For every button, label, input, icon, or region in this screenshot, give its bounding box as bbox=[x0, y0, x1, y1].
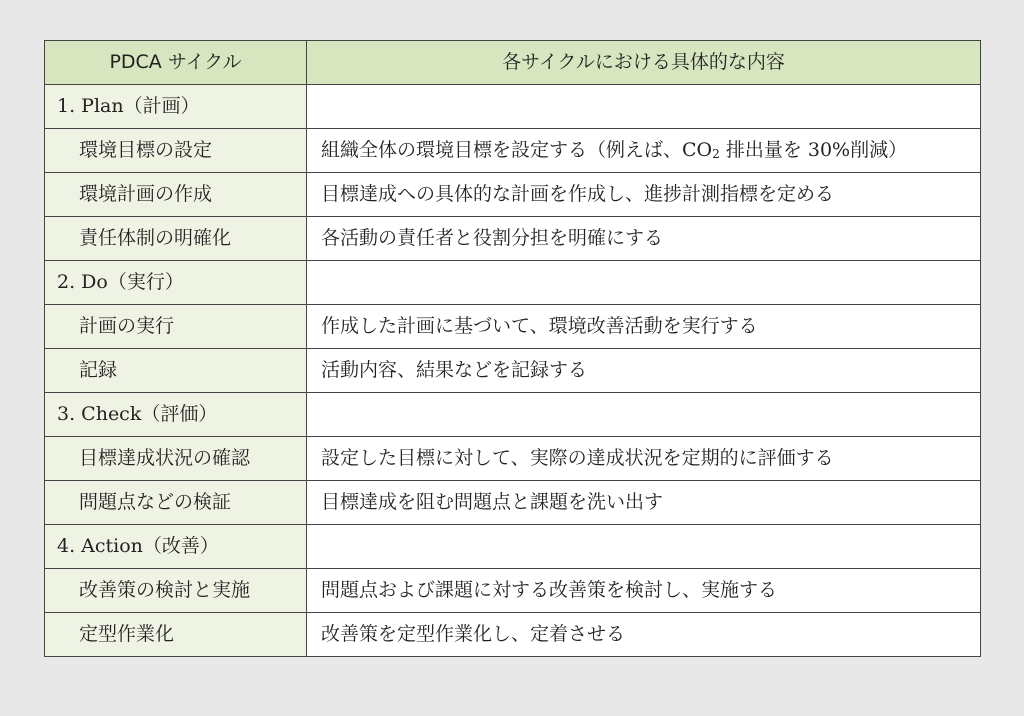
table-row bbox=[45, 481, 981, 525]
table-row bbox=[45, 173, 981, 217]
item-content: 目標達成への具体的な計画を作成し、進捗計測指標を定める bbox=[307, 173, 981, 217]
item-content-text-post: 排出量を 30%削減） bbox=[725, 139, 908, 162]
item-label: 定型作業化 bbox=[45, 613, 307, 657]
item-label: 改善策の検討と実施 bbox=[45, 569, 307, 613]
item-content-text-pre: 組織全体の環境目標を設定する（例えば、CO bbox=[321, 139, 713, 162]
section-content bbox=[307, 261, 981, 305]
item-label: 記録 bbox=[45, 349, 307, 393]
pdca-table-container bbox=[44, 40, 980, 657]
item-content: 作成した計画に基づいて、環境改善活動を実行する bbox=[307, 305, 981, 349]
header-cycle-content: 各サイクルにおける具体的な内容 bbox=[307, 41, 981, 85]
section-content bbox=[307, 393, 981, 437]
table-row bbox=[45, 569, 981, 613]
pdca-table bbox=[44, 40, 981, 657]
section-label: 1. Plan（計画） bbox=[45, 85, 307, 129]
table-row bbox=[45, 349, 981, 393]
table-row bbox=[45, 305, 981, 349]
item-content: 改善策を定型作業化し、定着させる bbox=[307, 613, 981, 657]
section-row-do bbox=[45, 261, 981, 305]
section-label: 4. Action（改善） bbox=[45, 525, 307, 569]
section-row-check bbox=[45, 393, 981, 437]
table-row bbox=[45, 437, 981, 481]
item-label: 環境目標の設定 bbox=[45, 129, 307, 173]
item-content-subscript: 2 bbox=[712, 147, 720, 162]
section-label: 3. Check（評価） bbox=[45, 393, 307, 437]
section-row-action bbox=[45, 525, 981, 569]
header-row bbox=[45, 41, 981, 85]
section-content bbox=[307, 525, 981, 569]
section-row-plan bbox=[45, 85, 981, 129]
item-label: 責任体制の明確化 bbox=[45, 217, 307, 261]
item-label: 計画の実行 bbox=[45, 305, 307, 349]
table-row bbox=[45, 129, 981, 173]
item-label: 問題点などの検証 bbox=[45, 481, 307, 525]
item-label: 目標達成状況の確認 bbox=[45, 437, 307, 481]
header-pdca-cycle: PDCA サイクル bbox=[45, 41, 307, 85]
item-content: 活動内容、結果などを記録する bbox=[307, 349, 981, 393]
item-content: 問題点および課題に対する改善策を検討し、実施する bbox=[307, 569, 981, 613]
table-row bbox=[45, 217, 981, 261]
section-content bbox=[307, 85, 981, 129]
item-label: 環境計画の作成 bbox=[45, 173, 307, 217]
table-row bbox=[45, 613, 981, 657]
item-content: 設定した目標に対して、実際の達成状況を定期的に評価する bbox=[307, 437, 981, 481]
item-content: 各活動の責任者と役割分担を明確にする bbox=[307, 217, 981, 261]
item-content bbox=[307, 129, 981, 173]
section-label: 2. Do（実行） bbox=[45, 261, 307, 305]
item-content: 目標達成を阻む問題点と課題を洗い出す bbox=[307, 481, 981, 525]
